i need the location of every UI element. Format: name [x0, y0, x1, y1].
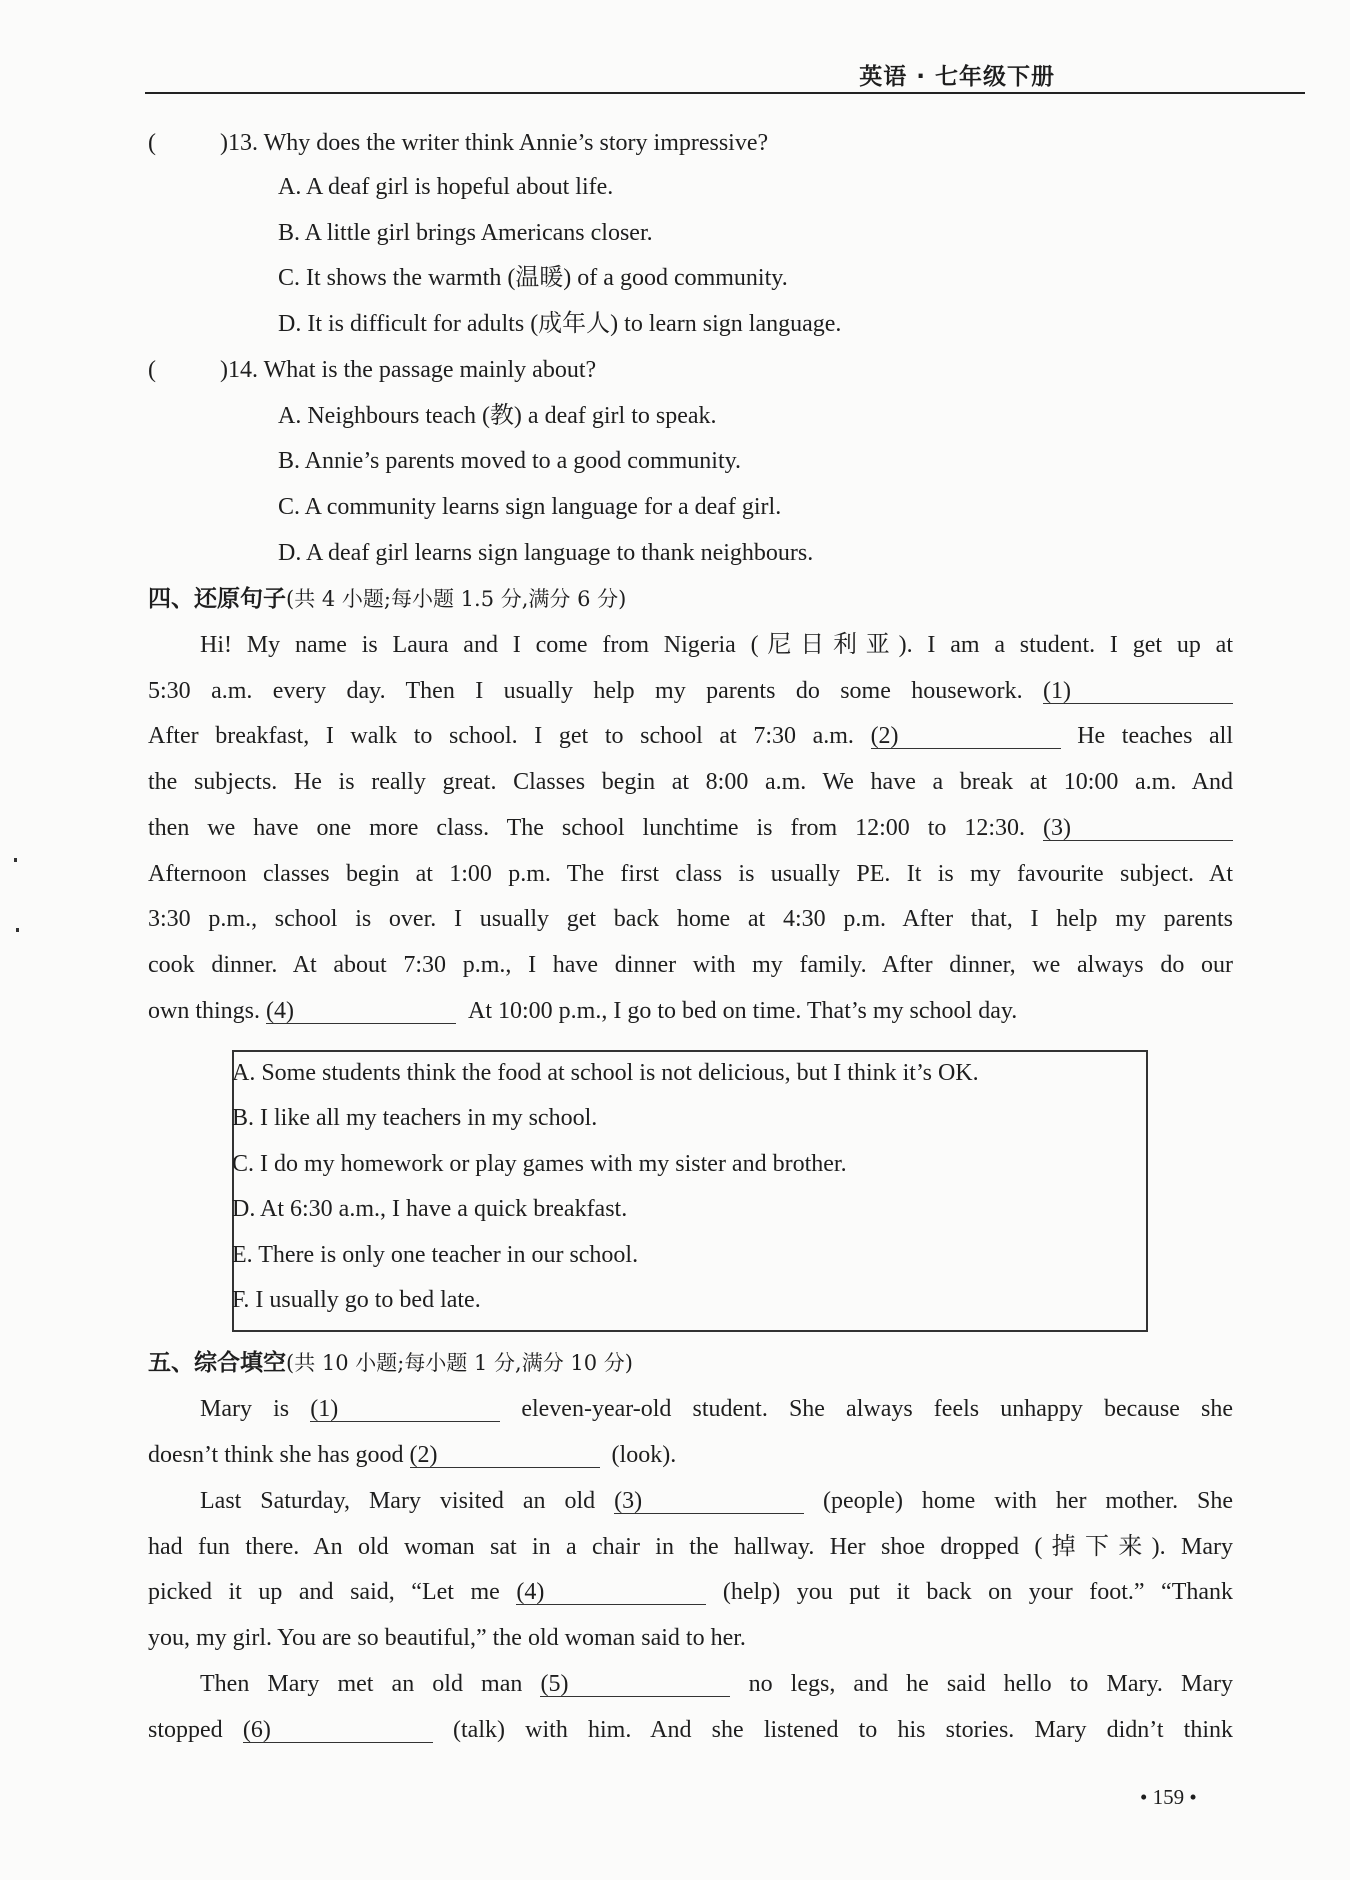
q14-option-a: A. Neighbours teach (教) a deaf girl to speak.: [278, 403, 717, 429]
q13-option-a: A. A deaf girl is hopeful about life.: [278, 174, 614, 200]
s4-option-e: E. There is only one teacher in our school.: [232, 1242, 639, 1268]
s4-line-5: then we have one more class. The school lunchtime is from 12:00 to 12:30. (3): [148, 813, 1233, 843]
s5-line-6: you, my girl. You are so beautiful,” the old woman said to her.: [148, 1625, 746, 1651]
question-13: ( )13. Why does the writer think Annie’s story impressive?: [148, 130, 769, 156]
s4-blank-3[interactable]: (3): [1043, 816, 1233, 841]
s5-line-5: picked it up and said, “Let me (4) (help) you put it back on your foot.” “Thank: [148, 1579, 1234, 1605]
s4-option-a: A. Some students think the food at school is not delicious, but I think it’s OK.: [232, 1060, 979, 1086]
section-4-title: 四、还原句子(共 4 小题;每小题 1.5 分,满分 6 分): [148, 586, 627, 612]
q13-option-b: B. A little girl brings Americans closer.: [278, 220, 653, 246]
s5-blank-1[interactable]: (1): [310, 1397, 500, 1422]
q13-option-d: D. It is difficult for adults (成年人) to learn sign language.: [278, 311, 842, 337]
page-number: • 159 •: [1140, 1785, 1197, 1809]
q14-option-b: B. Annie’s parents moved to a good community.: [278, 448, 742, 474]
header-title: 英语 · 七年级下册: [859, 64, 1055, 90]
s5-blank-6[interactable]: (6): [243, 1718, 433, 1743]
s4-line-3: After breakfast, I walk to school. I get to school at 7:30 a.m. (2) He teaches all: [148, 723, 1234, 749]
s4-blank-1[interactable]: (1): [1043, 679, 1233, 704]
s4-option-f: F. I usually go to bed late.: [232, 1287, 481, 1313]
s4-blank-2[interactable]: (2): [871, 724, 1061, 749]
s4-blank-4[interactable]: (4): [266, 999, 456, 1024]
s5-blank-2[interactable]: (2): [410, 1443, 600, 1468]
s4-line-1: Hi! My name is Laura and I come from Nigeria (尼日利亚). I am a student. I get up at: [200, 632, 1233, 658]
s4-line-6: Afternoon classes begin at 1:00 p.m. The first class is usually PE. It is my favourite subject. At: [148, 861, 1233, 887]
s5-line-2: doesn’t think she has good (2) (look).: [148, 1442, 677, 1468]
scan-mark: [14, 858, 17, 862]
s4-line-8: cook dinner. At about 7:30 p.m., I have dinner with my family. After dinner, we always do our: [148, 952, 1233, 978]
question-14: ( )14. What is the passage mainly about?: [148, 357, 597, 383]
s4-line-4: the subjects. He is really great. Classes begin at 8:00 a.m. We have a break at 10:00 a.m. And: [148, 769, 1233, 795]
s5-line-3: Last Saturday, Mary visited an old (3) (people) home with her mother. She: [200, 1488, 1234, 1514]
s4-line-9: own things. (4) At 10:00 p.m., I go to bed on time. That’s my school day.: [148, 998, 1018, 1024]
s4-option-c: C. I do my homework or play games with my sister and brother.: [232, 1151, 847, 1177]
section-4-note: (共 4 小题;每小题 1.5 分,满分 6 分): [286, 587, 627, 611]
s4-option-d: D. At 6:30 a.m., I have a quick breakfast.: [232, 1196, 628, 1222]
s4-option-b: B. I like all my teachers in my school.: [232, 1105, 598, 1131]
s4-line-7: 3:30 p.m., school is over. I usually get back home at 4:30 p.m. After that, I help my parents: [148, 906, 1233, 932]
scan-mark: [16, 928, 19, 932]
s5-line-4: had fun there. An old woman sat in a chair in the hallway. Her shoe dropped (掉下来). Mary: [148, 1534, 1233, 1560]
q13-option-c: C. It shows the warmth (温暖) of a good community.: [278, 265, 788, 291]
s5-line-7: Then Mary met an old man (5) no legs, and he said hello to Mary. Mary: [200, 1671, 1233, 1697]
section-5-note: (共 10 小题;每小题 1 分,满分 10 分): [286, 1351, 633, 1375]
section-5-title: 五、综合填空(共 10 小题;每小题 1 分,满分 10 分): [148, 1350, 633, 1376]
s4-line-2: 5:30 a.m. every day. Then I usually help my parents do some housework. (1): [148, 676, 1233, 706]
s5-line-1: Mary is (1) eleven-year-old student. She always feels unhappy because she: [200, 1396, 1234, 1422]
s5-blank-4[interactable]: (4): [516, 1580, 706, 1605]
q14-option-c: C. A community learns sign language for a deaf girl.: [278, 494, 782, 520]
answer-bracket-13[interactable]: (: [148, 130, 156, 156]
header-rule: [145, 92, 1305, 94]
s5-line-8: stopped (6) (talk) with him. And she listened to his stories. Mary didn’t think: [148, 1717, 1234, 1743]
s5-blank-5[interactable]: (5): [540, 1672, 730, 1697]
answer-bracket-14[interactable]: (: [148, 357, 156, 383]
s5-blank-3[interactable]: (3): [614, 1489, 804, 1514]
q14-option-d: D. A deaf girl learns sign language to thank neighbours.: [278, 540, 814, 566]
